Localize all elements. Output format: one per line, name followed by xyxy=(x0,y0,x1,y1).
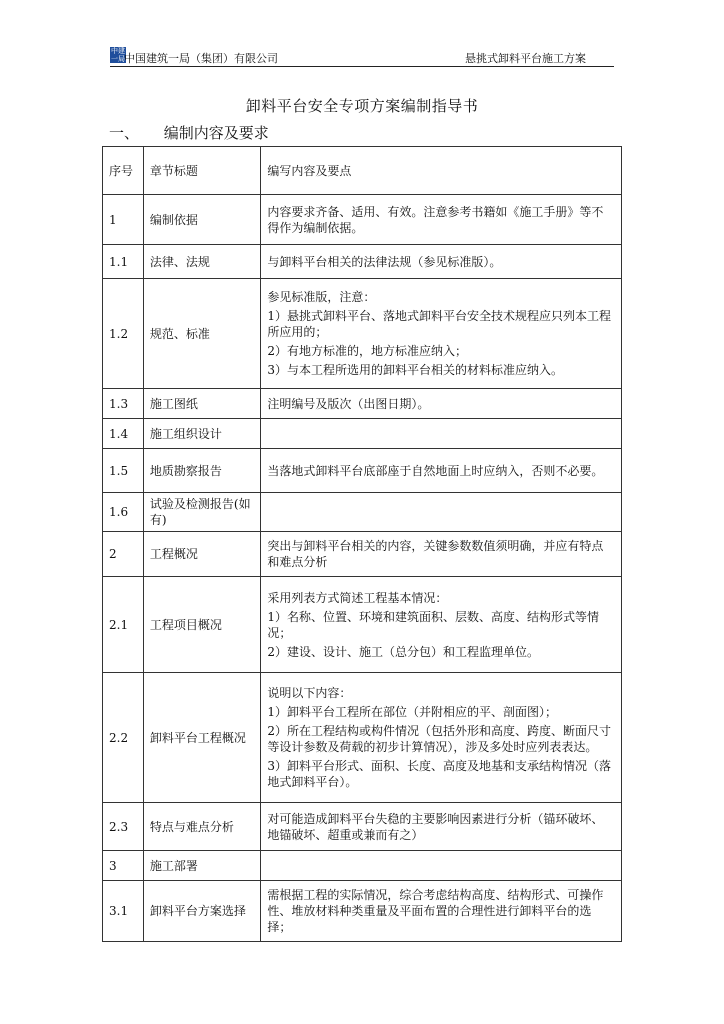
table-row xyxy=(103,851,622,881)
project-name: 悬挑式卸料平台施工方案 xyxy=(465,52,586,65)
content-line: 2）建设、设计、施工（总分包）和工程监理单位。 xyxy=(267,644,539,659)
content-line: 与卸料平台相关的法律法规（参见标准版）。 xyxy=(267,254,502,269)
content-line: 说明以下内容： xyxy=(267,686,352,700)
row-content xyxy=(261,195,622,245)
row-chapter: 施工图纸 xyxy=(143,389,260,419)
content-line: 采用列表方式简述工程基本情况： xyxy=(267,590,448,605)
content-line: 1）悬挑式卸料平台、落地式卸料平台安全技术规程应只列本工程所应用的； xyxy=(267,309,611,339)
section-heading xyxy=(109,122,269,143)
row-chapter: 规范、标准 xyxy=(143,279,260,389)
header-no: 序号 xyxy=(103,147,144,195)
row-content xyxy=(261,279,622,389)
row-chapter: 特点与难点分析 xyxy=(143,803,260,851)
table-header-row xyxy=(103,147,622,195)
row-number: 1.3 xyxy=(103,389,144,419)
row-chapter: 卸料平台工程概况 xyxy=(143,673,260,803)
table-row xyxy=(103,881,622,942)
content-line: 3）与本工程所选用的卸料平台相关的材料标准应纳入。 xyxy=(267,363,563,377)
content-line: 内容要求齐备、适用、有效。注意参考书籍如《施工手册》等不得作为编制依据。 xyxy=(267,204,604,235)
row-chapter: 施工部署 xyxy=(143,851,260,881)
row-content xyxy=(261,389,622,419)
row-content xyxy=(261,245,622,279)
row-number: 1.5 xyxy=(103,449,144,493)
row-chapter: 地质勘察报告 xyxy=(143,449,260,493)
row-content xyxy=(261,532,622,577)
row-content xyxy=(261,493,622,532)
row-chapter: 试验及检测报告(如有) xyxy=(143,493,260,532)
row-number: 1 xyxy=(103,195,144,245)
table-row xyxy=(103,279,622,389)
table-row xyxy=(103,577,622,673)
content-line: 1）卸料平台工程所在部位（并附相应的平、剖面图）； xyxy=(267,705,557,719)
content-line: 2）有地方标准的，地方标准应纳入； xyxy=(267,344,467,358)
content-line: 注明编号及版次（出图日期）。 xyxy=(267,396,430,411)
row-content xyxy=(261,851,622,881)
row-chapter: 卸料平台方案选择 xyxy=(143,881,260,942)
row-chapter: 工程概况 xyxy=(143,532,260,577)
header-chapter: 章节标题 xyxy=(143,147,260,195)
row-chapter: 法律、法规 xyxy=(143,245,260,279)
row-number: 1.1 xyxy=(103,245,144,279)
row-content xyxy=(261,419,622,449)
row-number: 3 xyxy=(103,851,144,881)
row-number: 1.4 xyxy=(103,419,144,449)
row-content xyxy=(261,577,622,673)
row-number: 2.1 xyxy=(103,577,144,673)
content-line: 2）所在工程结构或构件情况（包括外形和高度、跨度、断面尺寸等设计参数及荷载的初步计算情况），涉及多处时应列表表达。 xyxy=(267,724,611,754)
content-line: 3）卸料平台形式、面积、长度、高度及地基和支承结构情况（落地式卸料平台）。 xyxy=(267,759,611,789)
logo-line-2: 一局 xyxy=(111,55,125,63)
table-row xyxy=(103,449,622,493)
company-name: 中国建筑一局（集团）有限公司 xyxy=(124,52,278,65)
row-number: 2 xyxy=(103,532,144,577)
page-header xyxy=(110,46,614,67)
header-content: 编写内容及要点 xyxy=(261,147,622,195)
table-row xyxy=(103,803,622,851)
table-row xyxy=(103,419,622,449)
content-line: 对可能造成卸料平台失稳的主要影响因素进行分析（锚环破坏、地锚破坏、超重或兼而有之） xyxy=(267,811,604,842)
table-row xyxy=(103,532,622,577)
content-line: 突出与卸料平台相关的内容，关键参数数值须明确，并应有特点和难点分析 xyxy=(267,539,604,569)
document-title: 卸料平台安全专项方案编制指导书 xyxy=(245,97,479,115)
row-content xyxy=(261,449,622,493)
row-chapter: 工程项目概况 xyxy=(143,577,260,673)
section-number: 一、 xyxy=(109,124,140,142)
row-content xyxy=(261,881,622,942)
row-chapter: 编制依据 xyxy=(143,195,260,245)
table-row xyxy=(103,673,622,803)
table-row xyxy=(103,245,622,279)
row-content xyxy=(261,673,622,803)
content-line: 参见标准版，注意： xyxy=(267,290,376,304)
section-title: 编制内容及要求 xyxy=(163,124,269,142)
logo-line-1: 中建 xyxy=(111,47,125,55)
content-line: 1）名称、位置、环境和建筑面积、层数、高度、结构形式等情况； xyxy=(267,609,599,640)
row-content xyxy=(261,803,622,851)
row-number: 1.2 xyxy=(103,279,144,389)
requirements-table xyxy=(102,146,622,942)
content-line: 当落地式卸料平台底部座于自然地面上时应纳入，否则不必要。 xyxy=(267,463,604,478)
table-row xyxy=(103,493,622,532)
row-number: 3.1 xyxy=(103,881,144,942)
row-number: 1.6 xyxy=(103,493,144,532)
row-chapter: 施工组织设计 xyxy=(143,419,260,449)
content-line: 需根据工程的实际情况，综合考虑结构高度、结构形式、可操作性、堆放材料种类重量及平面布置的合理性进行卸料平台的选择； xyxy=(267,888,604,934)
table-row xyxy=(103,195,622,245)
table-row xyxy=(103,389,622,419)
row-number: 2.3 xyxy=(103,803,144,851)
row-number: 2.2 xyxy=(103,673,144,803)
